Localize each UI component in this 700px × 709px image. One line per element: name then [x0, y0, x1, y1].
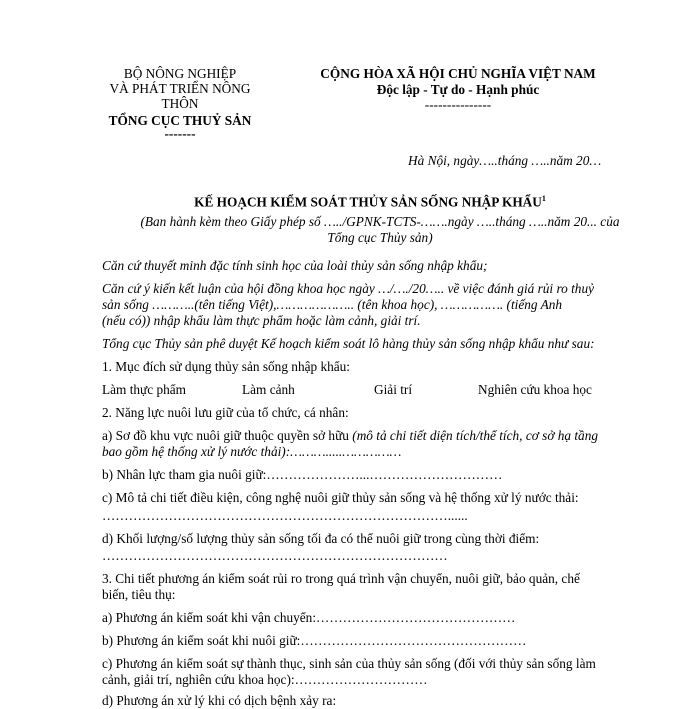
- section-3c-line-2: cảnh, giải trí, nghiên cứu khoa học):…………………………: [102, 672, 428, 687]
- agency-line-3: THÔN: [161, 96, 199, 111]
- section-2c-line-2: ……………………………………………………………………......: [102, 508, 468, 523]
- national-header: [288, 66, 628, 112]
- place-date: Hà Nội, ngày…..tháng …..năm 20…: [408, 153, 602, 168]
- section-3-line-2: biến, tiêu thụ:: [102, 587, 176, 602]
- agency-line-2: VÀ PHÁT TRIỂN NÔNG: [109, 81, 251, 96]
- section-1-heading: 1. Mục đích sử dụng thủy sản sống nhập khẩu:: [102, 359, 351, 374]
- section-2d-line-2: ……………………………………………………………………: [102, 548, 448, 563]
- agency-line-1: BỘ NÔNG NGHIỆP: [123, 66, 237, 81]
- section-2a-line-2: bao gồm hệ thống xử lý nước thải):……….....……………: [102, 444, 402, 459]
- basis-2-line-1: Căn cứ ý kiến kết luận của hội đồng khoa học ngày …/…./20….. về việc đánh giá rủi ro thuỷ: [102, 281, 594, 296]
- document-subtitle: [60, 214, 700, 246]
- basis-1: Căn cứ thuyết minh đặc tính sinh học của loài thủy sản sống nhập khẩu;: [102, 258, 488, 273]
- section-2a-note: (mô tả chi tiết diện tích/thể tích, cơ sở hạ tầng: [352, 428, 598, 443]
- document-title: [0, 194, 700, 210]
- section-3a: a) Phương án kiểm soát khi vận chuyển:………………………………………: [102, 610, 516, 625]
- section-2a-label: a) Sơ đồ khu vực nuôi giữ thuộc quyền sở hữu: [102, 428, 353, 443]
- country-name: CỘNG HÒA XÃ HỘI CHỦ NGHĨA VIỆT NAM: [320, 66, 596, 81]
- basis-2-line-3: (nếu có)) nhập khẩu làm thực phẩm hoặc làm cảnh, giải trí.: [102, 313, 421, 328]
- section-3b: b) Phương án kiểm soát khi nuôi giữ:……………………………………………: [102, 633, 527, 648]
- section-2b: b) Nhân lực tham gia nuôi giữ:…………………...…………………………: [102, 467, 503, 482]
- purpose-option-research: Nghiên cứu khoa học: [478, 382, 592, 397]
- section-2a-line-1: [102, 428, 670, 444]
- section-2d-line-1: d) Khối lượng/số lượng thủy sản sống tối đa có thể nuôi giữ trong cùng thời điểm:: [102, 531, 540, 546]
- section-2-heading: 2. Năng lực nuôi lưu giữ của tổ chức, cá nhân:: [102, 405, 349, 420]
- subtitle-line-1: (Ban hành kèm theo Giấy phép số …../GPNK-TCTS-…….ngày …..tháng …..năm 20... của: [140, 214, 620, 229]
- agency-header: [100, 66, 260, 140]
- motto-divider: ---------------: [424, 97, 492, 112]
- purpose-option-ornamental: Làm cảnh: [242, 382, 295, 397]
- agency-name: TỔNG CỤC THUỶ SẢN: [108, 113, 252, 128]
- basis-2-line-2: sản sống ………..(tên tiếng Việt),……………….. (tên khoa học), ……………. (tiếng Anh: [102, 297, 563, 312]
- title-footnote-marker: 1: [541, 194, 546, 203]
- agency-divider: -------: [164, 126, 196, 141]
- approval-statement: Tổng cục Thủy sản phê duyệt Kế hoạch kiểm soát lô hàng thủy sản sống nhập khẩu như sau:: [102, 336, 595, 351]
- purpose-option-food: Làm thực phẩm: [102, 382, 187, 397]
- section-2c-line-1: c) Mô tả chi tiết điều kiện, công nghệ nuôi giữ thủy sản sống và hệ thống xử lý nước thải:: [102, 490, 579, 505]
- section-3-line-1: 3. Chi tiết phương án kiểm soát rủi ro trong quá trình vận chuyển, nuôi giữ, bảo quản, chế: [102, 571, 580, 586]
- section-3d-partial: d) Phương án xử lý khi có dịch bệnh xảy ra:: [102, 693, 337, 708]
- section-3c-line-1: c) Phương án kiểm soát sự thành thục, sinh sản của thủy sản sống (đối với thủy sản sống làm: [102, 656, 596, 671]
- subtitle-line-2: Tổng cục Thủy sản): [327, 230, 433, 245]
- document-title-text: KẾ HOẠCH KIỂM SOÁT THỦY SẢN SỐNG NHẬP KHẨU: [194, 194, 542, 210]
- national-motto: Độc lập - Tự do - Hạnh phúc: [376, 82, 540, 97]
- purpose-option-entertainment: Giải trí: [374, 382, 413, 397]
